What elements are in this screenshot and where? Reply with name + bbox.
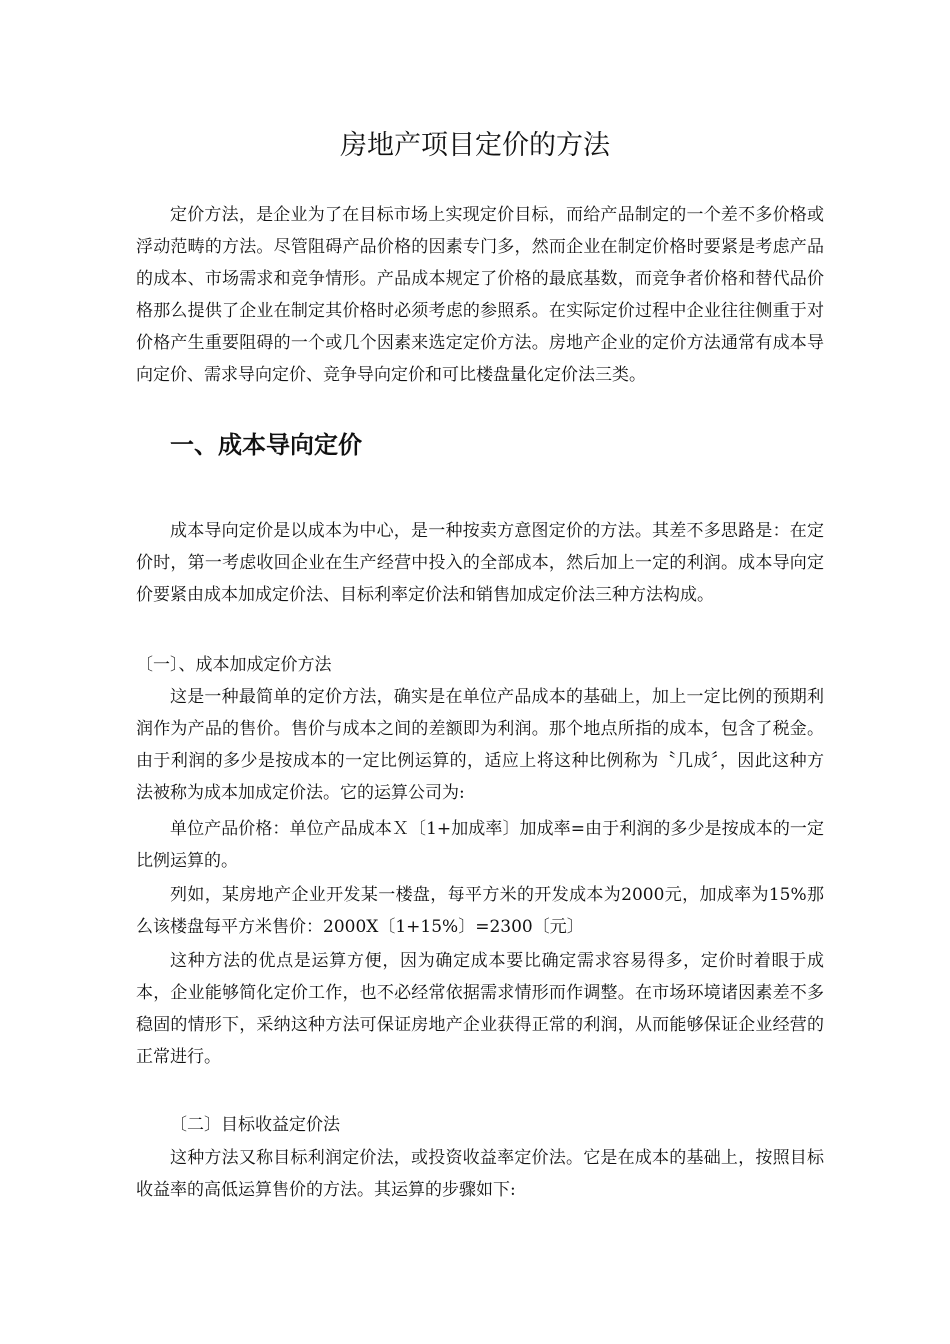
subsection-heading-target-return: 〔二〕目标收益定价法 [170,1115,340,1135]
cost-plus-example-paragraph: 列如，某房地产企业开发某一楼盘，每平方米的开发成本为2000元，加成率为15%那么该楼盘每平方米售价：2000X〔1+15%〕=2300〔元〕 [136,885,824,937]
section-cost-oriented-body: 成本导向定价是以成本为中心，是一种按卖方意图定价的方法。其差不多思路是：在定价时，第一考虑收回企业在生产经营中投入的全部成本，然后加上一定的利润。成本导向定价要紧由成本加成定价法、目标利率定价法和销售加成定价法三种方法构成。 [136,521,824,605]
intro-paragraph: 定价方法，是企业为了在目标市场上实现定价目标，而给产品制定的一个差不多价格或浮动范畴的方法。尽管阻碍产品价格的因素专门多，然而企业在制定价格时要紧是考虑产品的成本、市场需求和竞争情形。产品成本规定了价格的最底基数，而竞争者价格和替代品价格那么提供了企业在制定其价格时必须考虑的参照系。在实际定价过程中企业往往侧重于对价格产生重要阻碍的一个或几个因素来选定定价方法。房地产企业的定价方法通常有成本导向定价、需求导向定价、竞争导向定价和可比楼盘量化定价法三类。 [136,205,824,385]
cost-plus-advantages-paragraph: 这种方法的优点是运算方便，因为确定成本要比确定需求容易得多，定价时着眼于成本，企业能够简化定价工作，也不必经常依据需求情形而作调整。在市场环境诸因素差不多稳固的情形下，采纳这种方法可保证房地产企业获得正常的利润，从而能够保证企业经营的正常进行。 [136,951,824,1067]
cost-plus-formula-paragraph: 单位产品价格：单位产品成本Ｘ〔1+加成率〕加成率=由于利润的多少是按成本的一定比例运算的。 [136,819,824,871]
document-title: 房地产项目定价的方法 [340,130,610,162]
cost-plus-paragraph-1: 这是一种最简单的定价方法，确实是在单位产品成本的基础上，加上一定比例的预期利润作为产品的售价。售价与成本之间的差额即为利润。那个地点所指的成本，包含了税金。由于利润的多少是按成本的一定比例运算的，适应上将这种比例称为〝几成〞，因此这种方法被称为成本加成定价法。它的运算公司为: [136,687,824,803]
section-heading-cost-oriented: 一、成本导向定价 [170,431,362,459]
target-return-paragraph: 这种方法又称目标利润定价法，或投资收益率定价法。它是在成本的基础上，按照目标收益率的高低运算售价的方法。其运算的步骤如下: [136,1148,824,1200]
subsection-heading-cost-plus: 〔一〕、成本加成定价方法 [136,655,332,675]
